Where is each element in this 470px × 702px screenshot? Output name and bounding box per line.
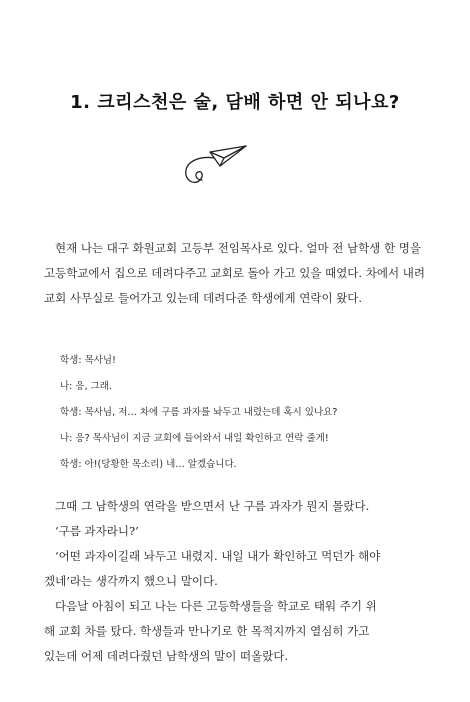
dialog-line: 학생: 목사님, 저… 차에 구름 과자를 놔두고 내렸는데 혹시 있나요? — [60, 407, 338, 418]
intro-paragraph: 현재 나는 대구 화원교회 고등부 전임목사로 있다. 얼마 전 남학생 한 명을 고등학교에서 집으로 데려다주고 교회로 돌아 가고 있을 때였다. 차에서 내려 교회 사무실로 들어가고 있는데 데려다준 학생에게 연락이 왔다. — [44, 241, 425, 305]
body-line: 그때 그 남학생의 연락을 받으면서 난 구름 과자가 뭔지 몰랐다. — [55, 499, 370, 513]
body-line: ‘어떤 과자이길래 놔두고 내렸지. 내일 내가 확인하고 먹던가 해야 — [55, 549, 381, 563]
body-line: 다음날 아침이 되고 나는 다른 고등학생들을 학교로 태워 주기 위 — [55, 599, 377, 613]
chapter-title: 1. 크리스천은 술, 담배 하면 안 되나요? — [70, 92, 400, 113]
body-line: 해 교회 차를 탔다. 학생들과 만나기로 한 목적지까지 열심히 가고 — [44, 624, 370, 638]
dialog-block — [60, 348, 430, 478]
dialog-line: 학생: 아!(당황한 목소리) 네… 알겠습니다. — [60, 459, 237, 470]
dialog-line: 나: 응, 그래. — [60, 381, 112, 392]
dialog-line: 나: 응? 목사님이 지금 교회에 들어와서 내일 확인하고 연락 줄게! — [60, 433, 329, 444]
body-line: 있는데 어제 데려다줬던 남학생의 말이 떠올랐다. — [44, 649, 289, 663]
dialog-line: 학생: 목사님! — [60, 355, 116, 366]
body-line: ‘구름 과자라니?’ — [55, 524, 139, 538]
body-line: 겠네’라는 생각까지 했으니 말이다. — [44, 574, 218, 588]
paper-plane-icon — [180, 140, 250, 192]
